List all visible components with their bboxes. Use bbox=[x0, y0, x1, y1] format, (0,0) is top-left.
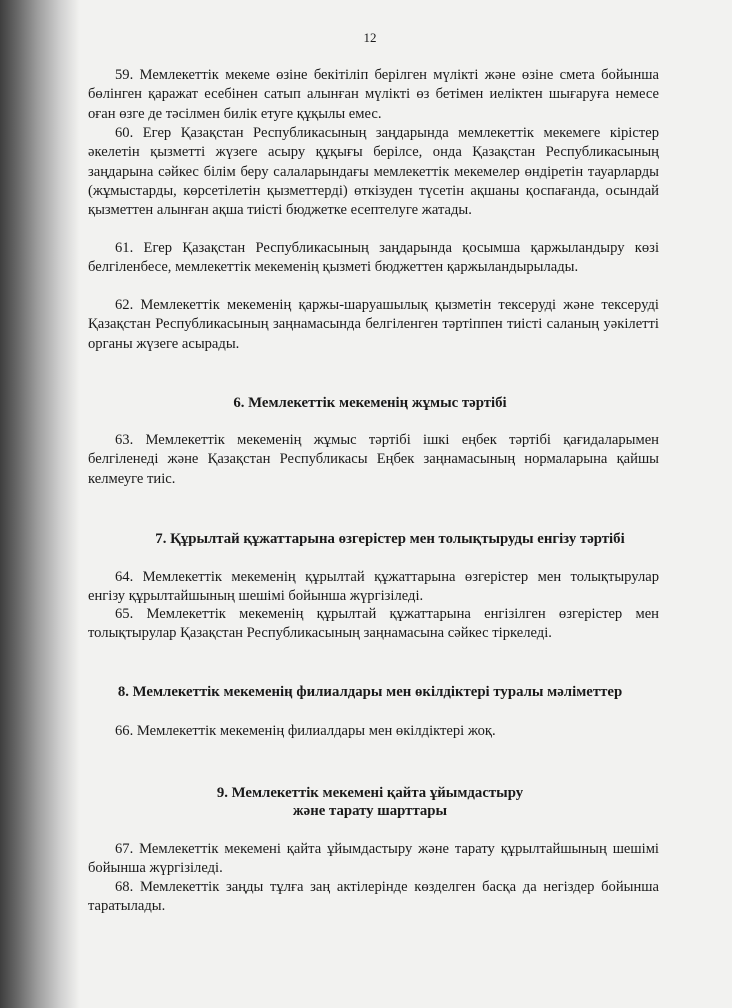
paragraph-64: 64. Мемлекеттік мекеменің құрылтай құжаттарына өзгерістер мен толықтырулар енгізу құрылтайшының шешімі бойынша жүргізіледі. bbox=[88, 569, 659, 605]
section-9-heading-line-2: және тарату шарттары bbox=[292, 803, 448, 819]
section-7-heading: 7. Құрылтай құжаттарына өзгерістер мен толықтыруды енгізу тәртібі bbox=[155, 531, 625, 547]
section-6-heading: 6. Мемлекеттік мекеменің жұмыс тәртібі bbox=[233, 395, 507, 411]
paragraph-66: 66. Мемлекеттік мекеменің филиалдары мен өкілдіктері жоқ. bbox=[115, 723, 496, 739]
scan-edge-shadow bbox=[0, 0, 80, 1008]
paragraph-65: 65. Мемлекеттік мекеменің құрылтай құжаттарына енгізілген өзгерістер мен толықтырулар Қазақстан Республикасының заңнамасына сәйкес тіркеледі. bbox=[88, 606, 659, 642]
page-number: 12 bbox=[363, 30, 377, 45]
paragraph-67: 67. Мемлекеттік мекемені қайта ұйымдастыру және тарату құрылтайшының шешімі бойынша жүргізіледі. bbox=[88, 841, 659, 877]
paragraph-60: 60. Егер Қазақстан Республикасының заңдарында мемлекеттік мекемеге кірістер әкелетін қызметті жүзеге асыру құқығы берілсе, онда Қазақстан Республикасының заңдарына сәйкес білім беру салаларындағы мемлекеттік мекемелер өндіретін тауарларды (жұмыстарды, көрсетілетін қызметтерді) өткізуден түсетін ақшаны қоспағанда, осындай қызметтен алынған ақша тиісті бюджетке есептелуге жатады. bbox=[88, 125, 659, 219]
paragraph-63: 63. Мемлекеттік мекеменің жұмыс тәртібі ішкі еңбек тәртібі қағидаларымен белгіленеді және Қазақстан Республикасы Еңбек заңнамасының нормаларына қайшы келмеуге тиіс. bbox=[88, 432, 659, 487]
paragraph-62: 62. Мемлекеттік мекеменің қаржы-шаруашылық қызметін тексеруді және тексеруді Қазақстан Республикасының заңнамасында белгіленген тәртіппен тиісті саланың уәкілетті органы жүзеге асырады. bbox=[88, 297, 659, 352]
section-8-heading: 8. Мемлекеттік мекеменің филиалдары мен өкілдіктері туралы мәліметтер bbox=[117, 684, 623, 700]
paragraph-59: 59. Мемлекеттік мекеме өзіне бекітіліп берілген мүлікті және өзіне смета бойынша бөлінген қаражат есебінен сатып алынған мүлікті өз бетімен иеліктен шығаруға немесе оған өзге де тәсілмен билік етуге құқылы емес. bbox=[88, 67, 659, 122]
paragraph-68: 68. Мемлекеттік заңды тұлға заң актілерінде көзделген басқа да негіздер бойынша таратылады. bbox=[88, 879, 659, 915]
paragraph-61: 61. Егер Қазақстан Республикасының заңдарында қосымша қаржыландыру көзі белгіленбесе, мемлекеттік мекеменің қызметі бюджеттен қаржыландырылады. bbox=[88, 240, 659, 276]
section-9-heading-line-1: 9. Мемлекеттік мекемені қайта ұйымдастыру bbox=[216, 785, 524, 801]
